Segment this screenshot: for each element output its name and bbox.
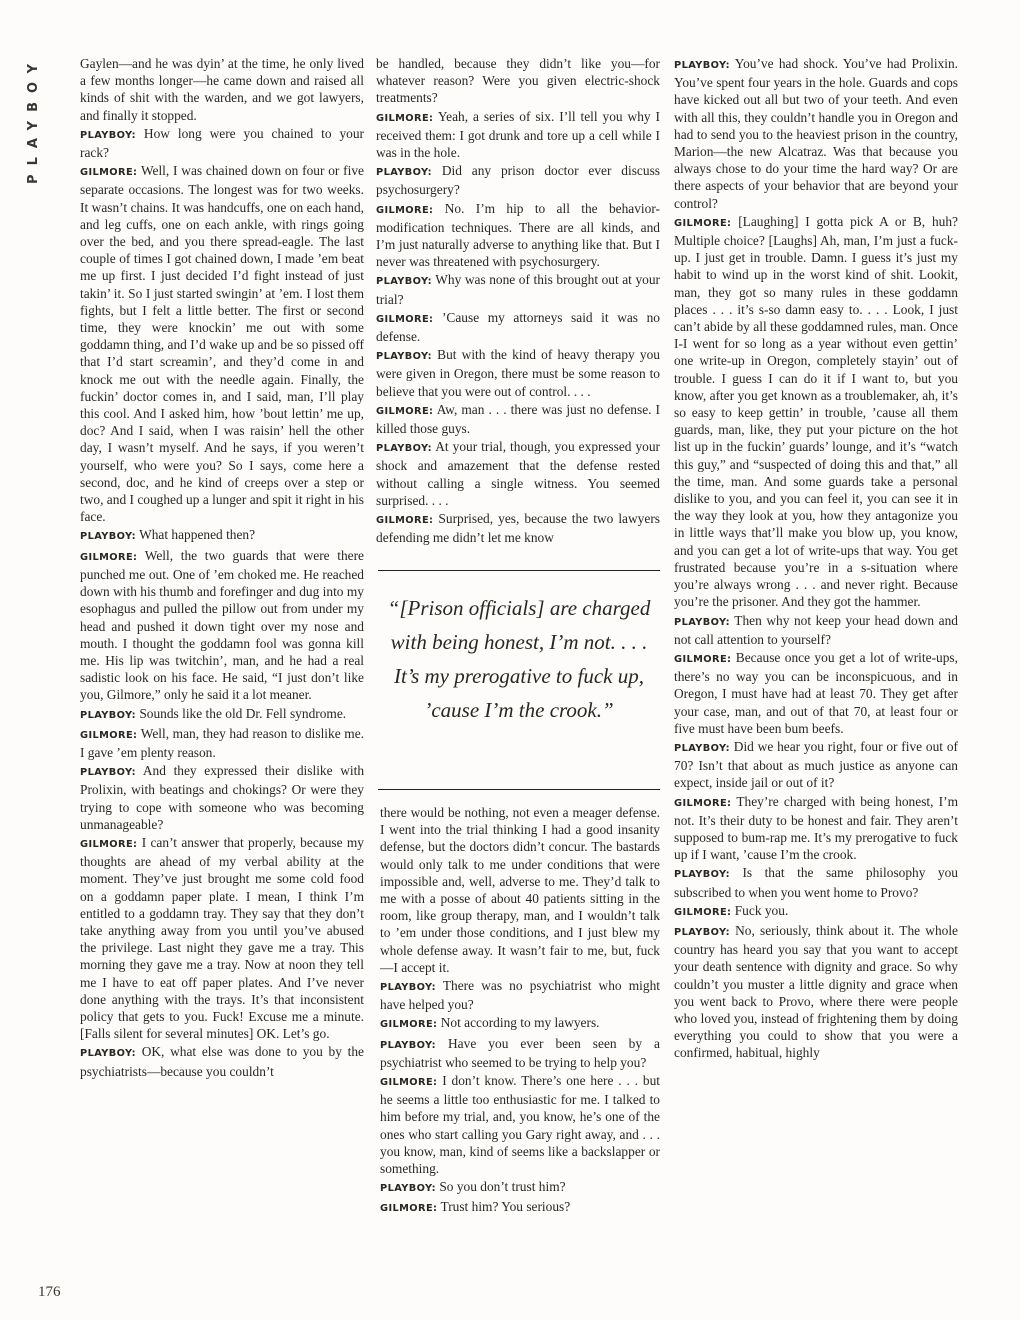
interview-paragraph <box>380 1072 660 1177</box>
interview-paragraph <box>376 162 660 198</box>
interview-paragraph <box>376 309 660 345</box>
paragraph-text: Why was none of this brought out at your trial? <box>376 272 660 307</box>
interview-paragraph <box>674 902 958 921</box>
interview-paragraph <box>674 612 958 648</box>
column-2-bottom <box>380 804 660 1219</box>
interview-paragraph <box>80 547 364 704</box>
paragraph-text: OK, what else was done to you by the psychiatrists—because you couldn’t <box>80 1044 364 1079</box>
paragraph-text: Fuck you. <box>734 902 789 918</box>
paragraph-text: ’Cause my attorneys said it was no defense. <box>376 309 660 345</box>
speaker-label: GILMORE: <box>376 204 434 216</box>
paragraph-text: Well, man, they had reason to dislike me. I gave ’em plenty reason. <box>80 725 364 760</box>
speaker-label: GILMORE: <box>376 515 434 527</box>
column-2-top <box>376 55 660 547</box>
paragraph-text: At your trial, though, you expressed your shock and amazement that the defense rested without calling a single witness. You seemed surprised. . . . <box>376 439 661 508</box>
paragraph-text: Did any prison doctor ever discuss psychosurgery? <box>376 163 660 198</box>
interview-paragraph <box>380 1178 660 1197</box>
paragraph-text: There was no psychiatrist who might have helped you? <box>380 978 660 1013</box>
paragraph-text: Then why not keep your head down and not call attention to yourself? <box>674 612 958 647</box>
column-3 <box>674 55 958 1063</box>
speaker-label: PLAYBOY: <box>376 351 432 363</box>
interview-paragraph <box>80 125 364 161</box>
paragraph-text: there would be nothing, not even a meager defense. I went into the trial thinking I had a good insanity defense, but the doctors didn’t concur. The bastards would only talk to me under conditions that were impossible and, well, adverse to me. They’d talk to me with a posse of about 40 patients sitting in the room, like group therapy, man, and I wouldn’t talk to ’em under those conditions, and I just blew my whole defense away. It wasn’t fair to me, but, fuck—I accept it. <box>380 805 660 975</box>
interview-paragraph <box>674 793 958 864</box>
interview-paragraph <box>674 738 958 792</box>
paragraph-text: What happened then? <box>139 527 256 543</box>
interview-paragraph <box>380 1198 660 1217</box>
speaker-label: GILMORE: <box>674 653 732 665</box>
interview-paragraph <box>80 725 364 761</box>
paragraph-text: [Laughing] I gotta pick A or B, huh? Multiple choice? [Laughs] Ah, man, I’m just a fuck-up. I just get in trouble. Damn. I guess it’s just my habit to wind up in the worst kind of shit. Lookit, man, they got so many rules in these goddamn places . . . it’s s-so damn easy to. . . . Look, I just can’t abide by all these goddamned rules, man. Once I-I went for so long as a year without even gettin’ one write-up in Oregon, completely stayin’ out of trouble. I guess I can do it if I want to, but you know, after you get known as a troublemaker, ah, it’s so easy to keep gettin’ in trouble, ’cause all them guards, man, like, they put your picture on the hot list up in the fuckin’ guards’ lounge, and it’s “watch this guy,” and “suspected of doing this and that,” all the time, man. And some guards take a personal dislike to you, and you can feel it, you can see it in the way they look at you, how they antagonize you in little ways that’ll make you blow up, you know, and you can get a lot of write-ups that way. You get frustrated because you’re in a s-situation where you’re always wrong . . . and never right. Because you’re the prisoner. And they got the hammer. <box>674 213 958 610</box>
paragraph-text: Not according to my lawyers. <box>440 1015 600 1031</box>
paragraph-text: Well, the two guards that were there punched me out. One of ’em choked me. He reached down with his thumb and forefinger and dug into my esophagus and pulled the pillow out from under my head and pushed it down tight over my nose and mouth. I thought the goddamn fool was gonna kill me. His lip was twitchin’, man, and he had a real sadistic look on his face. He said, “I just don’t like you, Gilmore,” only he said it a lot meaner. <box>80 547 365 703</box>
interview-paragraph <box>380 1014 660 1033</box>
speaker-label: GILMORE: <box>80 167 138 179</box>
speaker-label: PLAYBOY: <box>674 926 730 938</box>
speaker-label: GILMORE: <box>80 838 138 850</box>
speaker-label: GILMORE: <box>380 1077 438 1089</box>
speaker-label: PLAYBOY: <box>380 1183 436 1195</box>
interview-paragraph <box>80 834 364 1042</box>
paragraph-text: I can’t answer that properly, because my thoughts are ahead of my verbal ability at the moment. They’ve just brought me some cold food on a goddamn paper plate. I mean, I think I’m entitled to a goddamn tray. They say that they don’t take anything away from you until you’ve abused the privilege. Last night they gave me a tray. This morning they gave me a tray. Now at noon they tell me I have to eat off paper plates. And I’ve never done anything with the trays. It’s that inconsistent policy that gets to you. Fuck! Excuse me a minute. [Falls silent for several minutes] OK. Let’s go. <box>80 834 364 1042</box>
interview-paragraph <box>674 649 958 737</box>
speaker-label: PLAYBOY: <box>80 709 136 721</box>
column-1 <box>80 55 364 1081</box>
pull-quote-box <box>378 570 660 790</box>
speaker-label: PLAYBOY: <box>674 60 730 71</box>
speaker-label: PLAYBOY: <box>674 616 730 628</box>
paragraph-text: be handled, because they didn’t like you—for whatever reason? Were you given electric-shock treatments? <box>376 56 660 106</box>
paragraph-text: But with the kind of heavy therapy you were given in Oregon, there must be some reason to believe that you were out of control. . . . <box>376 347 660 399</box>
paragraph-text: Trust him? You serious? <box>440 1199 571 1215</box>
paragraph-text: And they expressed their dislike with Prolixin, with beatings and chokings? Or were they trying to cope with someone who was becoming unmanageable? <box>80 763 365 832</box>
interview-paragraph <box>80 526 364 545</box>
speaker-label: GILMORE: <box>376 112 434 124</box>
pull-quote: “[Prison officials] are charged with being honest, I’m not. . . . It’s my prerogative to fuck up, ’cause I’m the crook.” <box>387 596 651 722</box>
interview-paragraph <box>376 510 660 546</box>
interview-paragraph <box>80 1043 364 1079</box>
interview-paragraph <box>380 1035 660 1071</box>
speaker-label: PLAYBOY: <box>80 129 136 141</box>
interview-paragraph <box>380 977 660 1013</box>
interview-paragraph <box>376 200 660 271</box>
speaker-label: PLAYBOY: <box>380 1039 436 1051</box>
paragraph-text: No. I’m hip to all the behavior-modification techniques. There are all kinds, and I’m just naturally adverse to anything like that. But I never was threatened with psychosurgery. <box>376 200 660 270</box>
interview-paragraph <box>376 401 660 437</box>
magazine-running-head: PLAYBOY <box>26 55 41 184</box>
paragraph-text: They’re charged with being honest, I’m not. It’s their duty to be honest and fair. They aren’t supposed to bum-rap me. It’s my prerogative to fuck up if I want, ’cause I’m the crook. <box>674 793 958 863</box>
speaker-label: GILMORE: <box>80 551 138 563</box>
interview-paragraph <box>376 55 660 107</box>
speaker-label: PLAYBOY: <box>380 982 436 994</box>
speaker-label: PLAYBOY: <box>674 869 730 881</box>
paragraph-text: Yeah, a series of six. I’ll tell you why I received them: I got drunk and tore up a cell while I was in the hole. <box>376 108 660 161</box>
speaker-label: PLAYBOY: <box>80 767 136 779</box>
paragraph-text: Sounds like the old Dr. Fell syndrome. <box>139 705 347 721</box>
speaker-label: PLAYBOY: <box>674 742 730 754</box>
speaker-label: PLAYBOY: <box>80 531 136 543</box>
paragraph-text: Is that the same philosophy you subscribed to when you went home to Provo? <box>674 865 958 900</box>
speaker-label: PLAYBOY: <box>376 167 432 179</box>
paragraph-text: Have you ever been seen by a psychiatrist who seemed to be trying to help you? <box>380 1035 660 1070</box>
speaker-label: GILMORE: <box>80 729 138 741</box>
speaker-label: GILMORE: <box>674 906 732 918</box>
interview-paragraph <box>376 438 660 509</box>
speaker-label: GILMORE: <box>674 217 732 229</box>
paragraph-text: How long were you chained to your rack? <box>80 125 364 161</box>
interview-paragraph <box>376 271 660 307</box>
paragraph-text: Gaylen—and he was dyin’ at the time, he only lived a few months longer—he came down and raised all kinds of shit with the warden, and we got lawyers, and finally it stopped. <box>80 56 364 123</box>
speaker-label: PLAYBOY: <box>80 1048 136 1060</box>
paragraph-text: So you don’t trust him? <box>439 1179 566 1195</box>
speaker-label: GILMORE: <box>376 405 434 417</box>
interview-paragraph <box>380 804 660 976</box>
interview-paragraph <box>376 346 660 400</box>
interview-paragraph <box>80 705 364 724</box>
speaker-label: GILMORE: <box>674 797 732 809</box>
interview-paragraph <box>80 55 364 124</box>
paragraph-text: Aw, man . . . there was just no defense. I killed those guys. <box>376 401 661 437</box>
speaker-label: GILMORE: <box>380 1203 438 1215</box>
paragraph-text: You’ve had shock. You’ve had Prolixin. You’ve spent four years in the hole. Guards and cops have kicked out all but two of your teeth. And even with all this, they couldn’t handle you in Oregon and had to send you to the heaviest prison in the country, Marion—the new Alcatraz. Was that because you always chose to do your time the hard way? Or are there aspects of your behavior that are beyond your control? <box>674 56 958 211</box>
paragraph-text: Because once you get a lot of write-ups, there’s no way you can be inconspicuous, and in Oregon, I must have had at least 70. They get after your case, man, and out of that 70, at least four or five must have been bum beefs. <box>674 649 958 736</box>
interview-paragraph <box>674 922 958 1062</box>
paragraph-text: Surprised, yes, because the two lawyers defending me didn’t let me know <box>376 511 660 546</box>
speaker-label: PLAYBOY: <box>376 443 432 455</box>
speaker-label: PLAYBOY: <box>376 276 432 288</box>
speaker-label: GILMORE: <box>376 313 434 325</box>
paragraph-text: Well, I was chained down on four or five separate occasions. The longest was for two weeks. It wasn’t chains. It was handcuffs, one on each hand, and leg cuffs, one on each ankle, with rings going over the bed, and you there spread-eagle. The last couple of times I got chained down, I made ’em beat me up first. I just decided I’d fight instead of just takin’ it. So I just started swingin’ at ’em. I lost them fights, but I felt a little better. The first or second time, they were knockin’ me out with some goddamn thing, and I’d wake up and be so pissed off that I’d start screamin’, and they’d come in and knock me out with the needle again. Finally, the fuckin’ doctor comes in, and I said, man, I’ll play this cool. And I asked him, how ’bout lettin’ me up, doc? And I said, when I was raisin’ hell the other day, I wasn’t myself. And he says, if you weren’t yourself, who were you? So I says, come here a second, doc, and he kind of creeps over a step or two, and I coughed up a lunger and spit it right in his face. <box>80 163 364 525</box>
interview-paragraph <box>674 213 958 611</box>
interview-paragraph <box>376 108 660 162</box>
interview-paragraph <box>80 162 364 525</box>
interview-paragraph <box>80 762 364 833</box>
page-number: 176 <box>38 1284 61 1300</box>
paragraph-text: I don’t know. There’s one here . . . but he seems a little too enthusiastic for me. I talked to him before my trial, and, you know, he’s one of the ones who start calling you Gary right away, and . . . you know, man, kind of seems like a backslapper or something. <box>380 1073 660 1177</box>
paragraph-text: No, seriously, think about it. The whole country has heard you say that you want to accept your death sentence with dignity and grace. So why couldn’t you muster a little dignity and grace when you went back to Provo, where there were people who loved you, instead of frightening them by doing everything you could to show that you were a confirmed, habitual, highly <box>674 922 958 1061</box>
interview-paragraph <box>674 55 958 212</box>
interview-paragraph <box>674 864 958 900</box>
paragraph-text: Did we hear you right, four or five out of 70? Isn’t that about as much justice as anyone can expect, inside jail or out of it? <box>674 738 958 791</box>
speaker-label: GILMORE: <box>380 1019 438 1031</box>
